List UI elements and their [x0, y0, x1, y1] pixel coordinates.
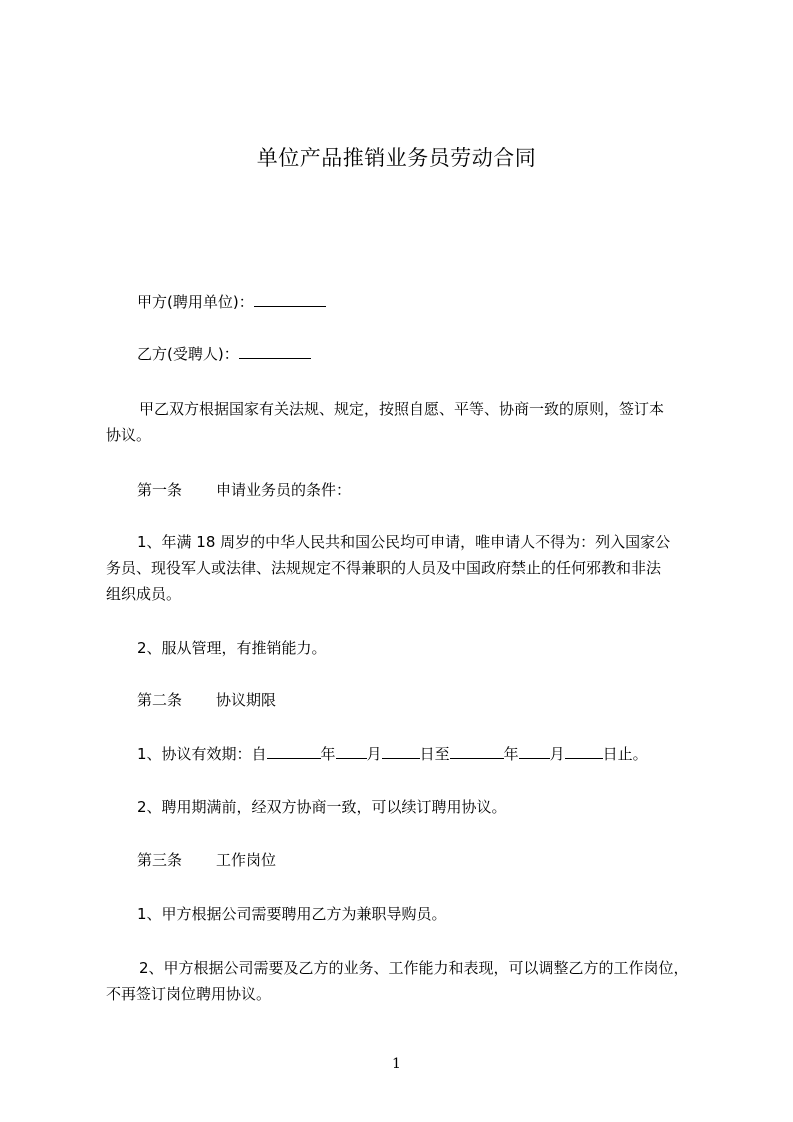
start-year-blank[interactable] [267, 743, 321, 759]
party-a-label: 甲方(聘用单位)： [137, 293, 254, 311]
article-3-item-1: 1、甲方根据公司需要聘用乙方为兼职导购员。 [137, 905, 447, 923]
end-month-blank[interactable] [519, 743, 550, 759]
article-1-item-1-line-2: 务员、现役军人或法律、法规规定不得兼职的人员及中国政府禁止的任何邪教和非法 [106, 559, 662, 577]
article-3-heading [137, 847, 276, 873]
document-title: 单位产品推销业务员劳动合同 [256, 146, 537, 170]
intro-line-1: 甲乙双方根据国家有关法规、规定，按照自愿、平等、协商一致的原则，签订本 [139, 400, 665, 418]
start-year-label: 年 [320, 745, 336, 763]
article-3-item-2-line-1: 2、甲方根据公司需要及乙方的业务、工作能力和表现，可以调整乙方的工作岗位， [139, 959, 689, 977]
article-2-item-1 [137, 741, 648, 767]
article-2-item-2: 2、聘用期满前，经双方协商一致，可以续订聘用协议。 [137, 798, 507, 816]
article-2-number: 第二条 [137, 691, 183, 709]
party-a-line [137, 289, 326, 315]
term-prefix: 1、协议有效期：自 [137, 745, 267, 763]
article-2-title: 协议期限 [216, 691, 277, 709]
article-3-item-2-line-2: 不再签订岗位聘用协议。 [106, 985, 272, 1003]
article-1-item-1-line-3: 组织成员。 [106, 585, 182, 603]
party-b-blank[interactable] [239, 343, 311, 359]
article-3-title: 工作岗位 [216, 851, 277, 869]
intro-line-2: 协议。 [106, 426, 152, 444]
article-2-heading [137, 687, 276, 713]
party-b-label: 乙方(受聘人)： [137, 345, 239, 363]
party-b-line [137, 341, 311, 367]
end-day-label: 日止。 [602, 745, 648, 763]
start-day-label: 日至 [419, 745, 450, 763]
start-month-blank[interactable] [336, 743, 367, 759]
article-1-item-2: 2、服从管理，有推销能力。 [137, 639, 327, 657]
start-month-label: 月 [366, 745, 382, 763]
end-year-blank[interactable] [450, 743, 504, 759]
article-1-title: 申请业务员的条件： [216, 481, 352, 499]
article-1-item-1-line-1: 1、年满 18 周岁的中华人民共和国公民均可申请，唯申请人不得为：列入国家公 [137, 533, 671, 551]
end-month-label: 月 [549, 745, 565, 763]
party-a-blank[interactable] [254, 291, 326, 307]
page-number: 1 [392, 1056, 401, 1072]
article-1-heading [137, 477, 351, 503]
article-1-number: 第一条 [137, 481, 183, 499]
end-year-label: 年 [503, 745, 519, 763]
article-3-number: 第三条 [137, 851, 183, 869]
end-day-blank[interactable] [565, 743, 603, 759]
start-day-blank[interactable] [382, 743, 420, 759]
